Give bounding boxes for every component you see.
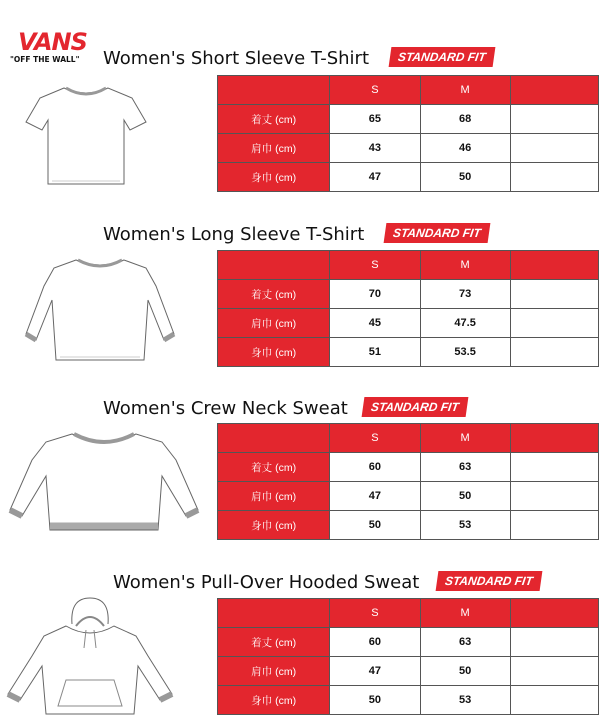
table-row xyxy=(218,628,599,657)
hooded-sweat-icon xyxy=(0,596,180,716)
table-row xyxy=(218,657,599,686)
table-cell: 60 xyxy=(330,628,420,657)
logo-wordmark: VANS xyxy=(18,28,87,56)
header-cell xyxy=(510,251,598,280)
table-cell: 47 xyxy=(330,657,420,686)
section-title: Women's Pull-Over Hooded Sweat xyxy=(113,572,420,593)
table-cell xyxy=(510,309,598,338)
header-cell: S xyxy=(330,251,420,280)
table-cell: 63 xyxy=(420,628,510,657)
header-cell: M xyxy=(420,76,510,105)
table-cell xyxy=(510,482,598,511)
size-table xyxy=(217,423,599,540)
table-row xyxy=(218,338,599,367)
table-cell: 53.5 xyxy=(420,338,510,367)
table-row xyxy=(218,482,599,511)
table-cell: 50 xyxy=(420,482,510,511)
header-cell xyxy=(218,599,330,628)
long-sleeve-tshirt-icon xyxy=(20,256,180,362)
table-header-row xyxy=(218,76,599,105)
header-cell: M xyxy=(420,599,510,628)
header-cell xyxy=(218,76,330,105)
table-cell: 70 xyxy=(330,280,420,309)
table-cell: 51 xyxy=(330,338,420,367)
header-cell: S xyxy=(330,599,420,628)
table-row xyxy=(218,134,599,163)
table-cell: 60 xyxy=(330,453,420,482)
table-cell: 47 xyxy=(330,163,420,192)
header-cell: S xyxy=(330,76,420,105)
short-sleeve-tshirt-icon xyxy=(22,80,150,188)
table-cell: 53 xyxy=(420,686,510,715)
table-header-row xyxy=(218,424,599,453)
table-cell xyxy=(510,163,598,192)
header-cell: M xyxy=(420,251,510,280)
table-cell: 50 xyxy=(420,657,510,686)
table-cell xyxy=(510,628,598,657)
table-cell xyxy=(510,105,598,134)
table-cell: 50 xyxy=(330,686,420,715)
size-table xyxy=(217,250,599,367)
table-cell: 68 xyxy=(420,105,510,134)
standard-fit-badge: STANDARD FIT xyxy=(436,571,543,591)
table-cell xyxy=(510,511,598,540)
row-label: 着丈 (cm) xyxy=(218,280,330,309)
section-title: Women's Crew Neck Sweat xyxy=(103,398,348,419)
logo-tagline: "OFF THE WALL" xyxy=(10,55,80,64)
table-cell: 63 xyxy=(420,453,510,482)
table-cell xyxy=(510,280,598,309)
table-row xyxy=(218,280,599,309)
table-cell xyxy=(510,686,598,715)
table-header-row xyxy=(218,599,599,628)
header-cell xyxy=(510,599,598,628)
table-cell: 43 xyxy=(330,134,420,163)
row-label: 肩巾 (cm) xyxy=(218,309,330,338)
table-cell xyxy=(510,134,598,163)
size-table xyxy=(217,75,599,192)
table-cell: 47 xyxy=(330,482,420,511)
row-label: 着丈 (cm) xyxy=(218,105,330,134)
header-cell: S xyxy=(330,424,420,453)
section-title: Women's Short Sleeve T-Shirt xyxy=(103,48,370,69)
header-cell xyxy=(510,76,598,105)
table-cell: 73 xyxy=(420,280,510,309)
size-table xyxy=(217,598,599,715)
table-row xyxy=(218,511,599,540)
table-row xyxy=(218,686,599,715)
table-cell: 47.5 xyxy=(420,309,510,338)
table-row xyxy=(218,163,599,192)
section-title: Women's Long Sleeve T-Shirt xyxy=(103,224,365,245)
standard-fit-badge: STANDARD FIT xyxy=(384,223,491,243)
standard-fit-badge: STANDARD FIT xyxy=(362,397,469,417)
table-cell: 50 xyxy=(330,511,420,540)
row-label: 肩巾 (cm) xyxy=(218,482,330,511)
row-label: 着丈 (cm) xyxy=(218,453,330,482)
header-cell xyxy=(510,424,598,453)
row-label: 身巾 (cm) xyxy=(218,163,330,192)
vans-logo xyxy=(10,30,100,64)
row-label: 着丈 (cm) xyxy=(218,628,330,657)
row-label: 身巾 (cm) xyxy=(218,686,330,715)
row-label: 身巾 (cm) xyxy=(218,511,330,540)
table-cell: 53 xyxy=(420,511,510,540)
standard-fit-badge: STANDARD FIT xyxy=(389,47,496,67)
header-cell xyxy=(218,424,330,453)
row-label: 肩巾 (cm) xyxy=(218,134,330,163)
table-header-row xyxy=(218,251,599,280)
table-cell xyxy=(510,338,598,367)
table-row xyxy=(218,453,599,482)
table-row xyxy=(218,309,599,338)
table-cell xyxy=(510,453,598,482)
row-label: 身巾 (cm) xyxy=(218,338,330,367)
header-cell xyxy=(218,251,330,280)
table-cell xyxy=(510,657,598,686)
crew-neck-sweat-icon xyxy=(6,430,202,538)
table-cell: 46 xyxy=(420,134,510,163)
table-row xyxy=(218,105,599,134)
table-cell: 45 xyxy=(330,309,420,338)
table-cell: 65 xyxy=(330,105,420,134)
table-cell: 50 xyxy=(420,163,510,192)
header-cell: M xyxy=(420,424,510,453)
row-label: 肩巾 (cm) xyxy=(218,657,330,686)
